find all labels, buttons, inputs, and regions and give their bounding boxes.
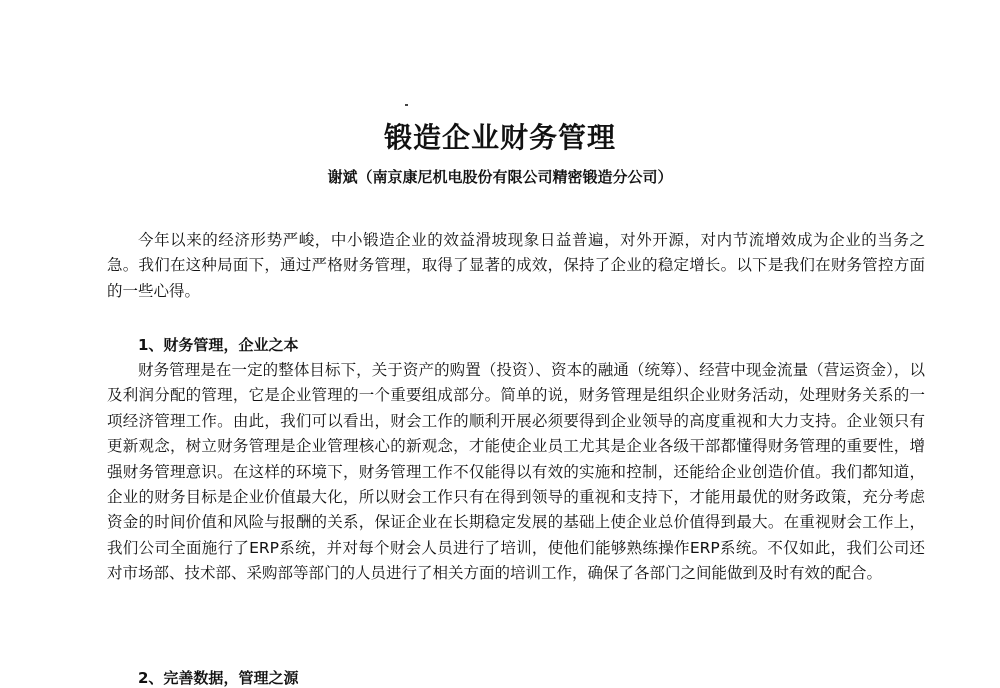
scan-speck bbox=[405, 104, 408, 106]
section-heading-1: 1、财务管理，企业之本 bbox=[138, 336, 299, 354]
section-heading-2: 2、完善数据，管理之源 bbox=[138, 669, 299, 687]
document-author: 谢斌（南京康尼机电股份有限公司精密锻造分公司） bbox=[327, 168, 673, 186]
document-title: 锻造企业财务管理 bbox=[383, 121, 616, 154]
intro-paragraph: 今年以来的经济形势严峻，中小锻造企业的效益滑坡现象日益普遍，对外开源，对内节流增效成为企业的当务之急。我们在这种局面下，通过严格财务管理，取得了显著的成效，保持了企业的稳定增长。以下是我们在财务管控方面的一些心得。 bbox=[107, 231, 925, 300]
section-body-1: 财务管理是在一定的整体目标下，关于资产的购置（投资）、资本的融通（统筹）、经营中现金流量（营运资金），以及利润分配的管理，它是企业管理的一个重要组成部分。简单的说，财务管理是组织企业财务活动，处理财务关系的一项经济管理工作。由此，我们可以看出，财会工作的顺利开展必须要得到企业领导的高度重视和大力支持。企业领只有更新观念，树立财务管理是企业管理核心的新观念，才能使企业员工尤其是企业各级干部都懂得财务管理的重要性，增强财务管理意识。在这样的环境下，财务管理工作不仅能得以有效的实施和控制，还能给企业创造价值。我们都知道，企业的财务目标是企业价值最大化，所以财会工作只有在得到领导的重视和支持下，才能用最优的财务政策，充分考虑资金的时间价值和风险与报酬的关系，保证企业在长期稳定发展的基础上使企业总价值得到最大。在重视财会工作上，我们公司全面施行了ERP系统，并对每个财会人员进行了培训，使他们能够熟练操作ERP系统。不仅如此，我们公司还对市场部、技术部、采购部等部门的人员进行了相关方面的培训工作，确保了各部门之间能做到及时有效的配合。 bbox=[107, 361, 925, 583]
